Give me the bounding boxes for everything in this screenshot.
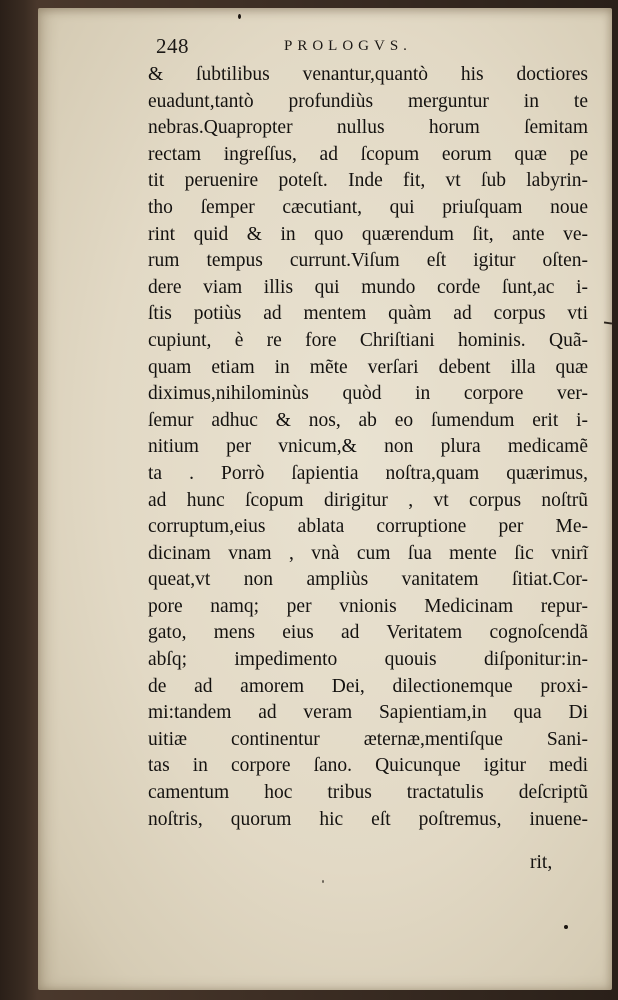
ink-speck	[322, 880, 324, 883]
text-line: uitiæ continentur æternæ,mentiſque Sani-	[148, 728, 588, 750]
text-line: quam etiam in mẽte verſari debent illa quæ	[148, 356, 588, 378]
text-line: ſemur adhuc & nos, ab eo ſumendum erit i-	[148, 409, 588, 431]
text-line: noſtris, quorum hic eſt poſtremus, inuene-	[148, 808, 588, 830]
text-line: tit peruenire poteſt. Inde fit, vt ſub labyrin-	[148, 170, 588, 192]
ink-speck	[564, 925, 568, 929]
text-line: euadunt,tantò profundiùs merguntur in te	[148, 90, 588, 112]
text-line: dicinam vnam , vnà cum ſua mente ſic vnirĩ	[148, 542, 588, 564]
text-line: nebras.Quapropter nullus horum ſemitam	[148, 117, 588, 139]
text-line: dere viam illis qui mundo corde ſunt,ac i-	[148, 276, 588, 298]
text-line: tho ſemper cæcutiant, qui priuſquam noue	[148, 196, 588, 218]
text-line: rum tempus currunt.Viſum eſt igitur oſten-	[148, 250, 588, 272]
text-line: gato, mens eius ad Veritatem cognoſcendã	[148, 622, 588, 644]
body-text	[148, 62, 588, 833]
ink-speck	[238, 14, 241, 19]
text-line: mi:tandem ad veram Sapientiam,in qua Di	[148, 702, 588, 724]
text-line: tas in corpore ſano. Quicunque igitur medi	[148, 755, 588, 777]
text-line: & ſubtilibus venantur,quantò his doctiores	[148, 64, 588, 85]
text-line: ſtis potiùs ad mentem quàm ad corpus vti	[148, 303, 588, 325]
catchword: rit,	[530, 852, 553, 873]
text-line: corruptum,eius ablata corruptione per Me-	[148, 516, 588, 538]
text-line: rint quid & in quo quærendum ſit, ante ve-	[148, 223, 588, 245]
text-line: pore namq; per vnionis Medicinam repur-	[148, 595, 588, 617]
text-line: ad hunc ſcopum dirigitur , vt corpus noſtrũ	[148, 489, 588, 511]
text-line: de ad amorem Dei, dilectionemque proxi-	[148, 675, 588, 697]
running-head: PROLOGVS.	[284, 38, 412, 54]
text-line: abſq; impedimento quouis diſponitur:in-	[148, 649, 588, 671]
page-number: 248	[156, 34, 189, 58]
text-line: nitium per vnicum,& non plura medicamẽ	[148, 436, 588, 458]
text-line: diximus,nihilominùs quòd in corpore ver-	[148, 383, 588, 405]
text-line: queat,vt non ampliùs vanitatem ſitiat.Cor-	[148, 569, 588, 591]
text-line: rectam ingreſſus, ad ſcopum eorum quæ pe	[148, 143, 588, 165]
text-line: camentum hoc tribus tractatulis deſcriptũ	[148, 782, 588, 804]
text-line: cupiunt, è re fore Chriſtiani hominis. Quã-	[148, 329, 588, 351]
page-header	[156, 34, 516, 64]
text-line: ta . Porrò ſapientia noſtra,quam quærimus,	[148, 462, 588, 484]
